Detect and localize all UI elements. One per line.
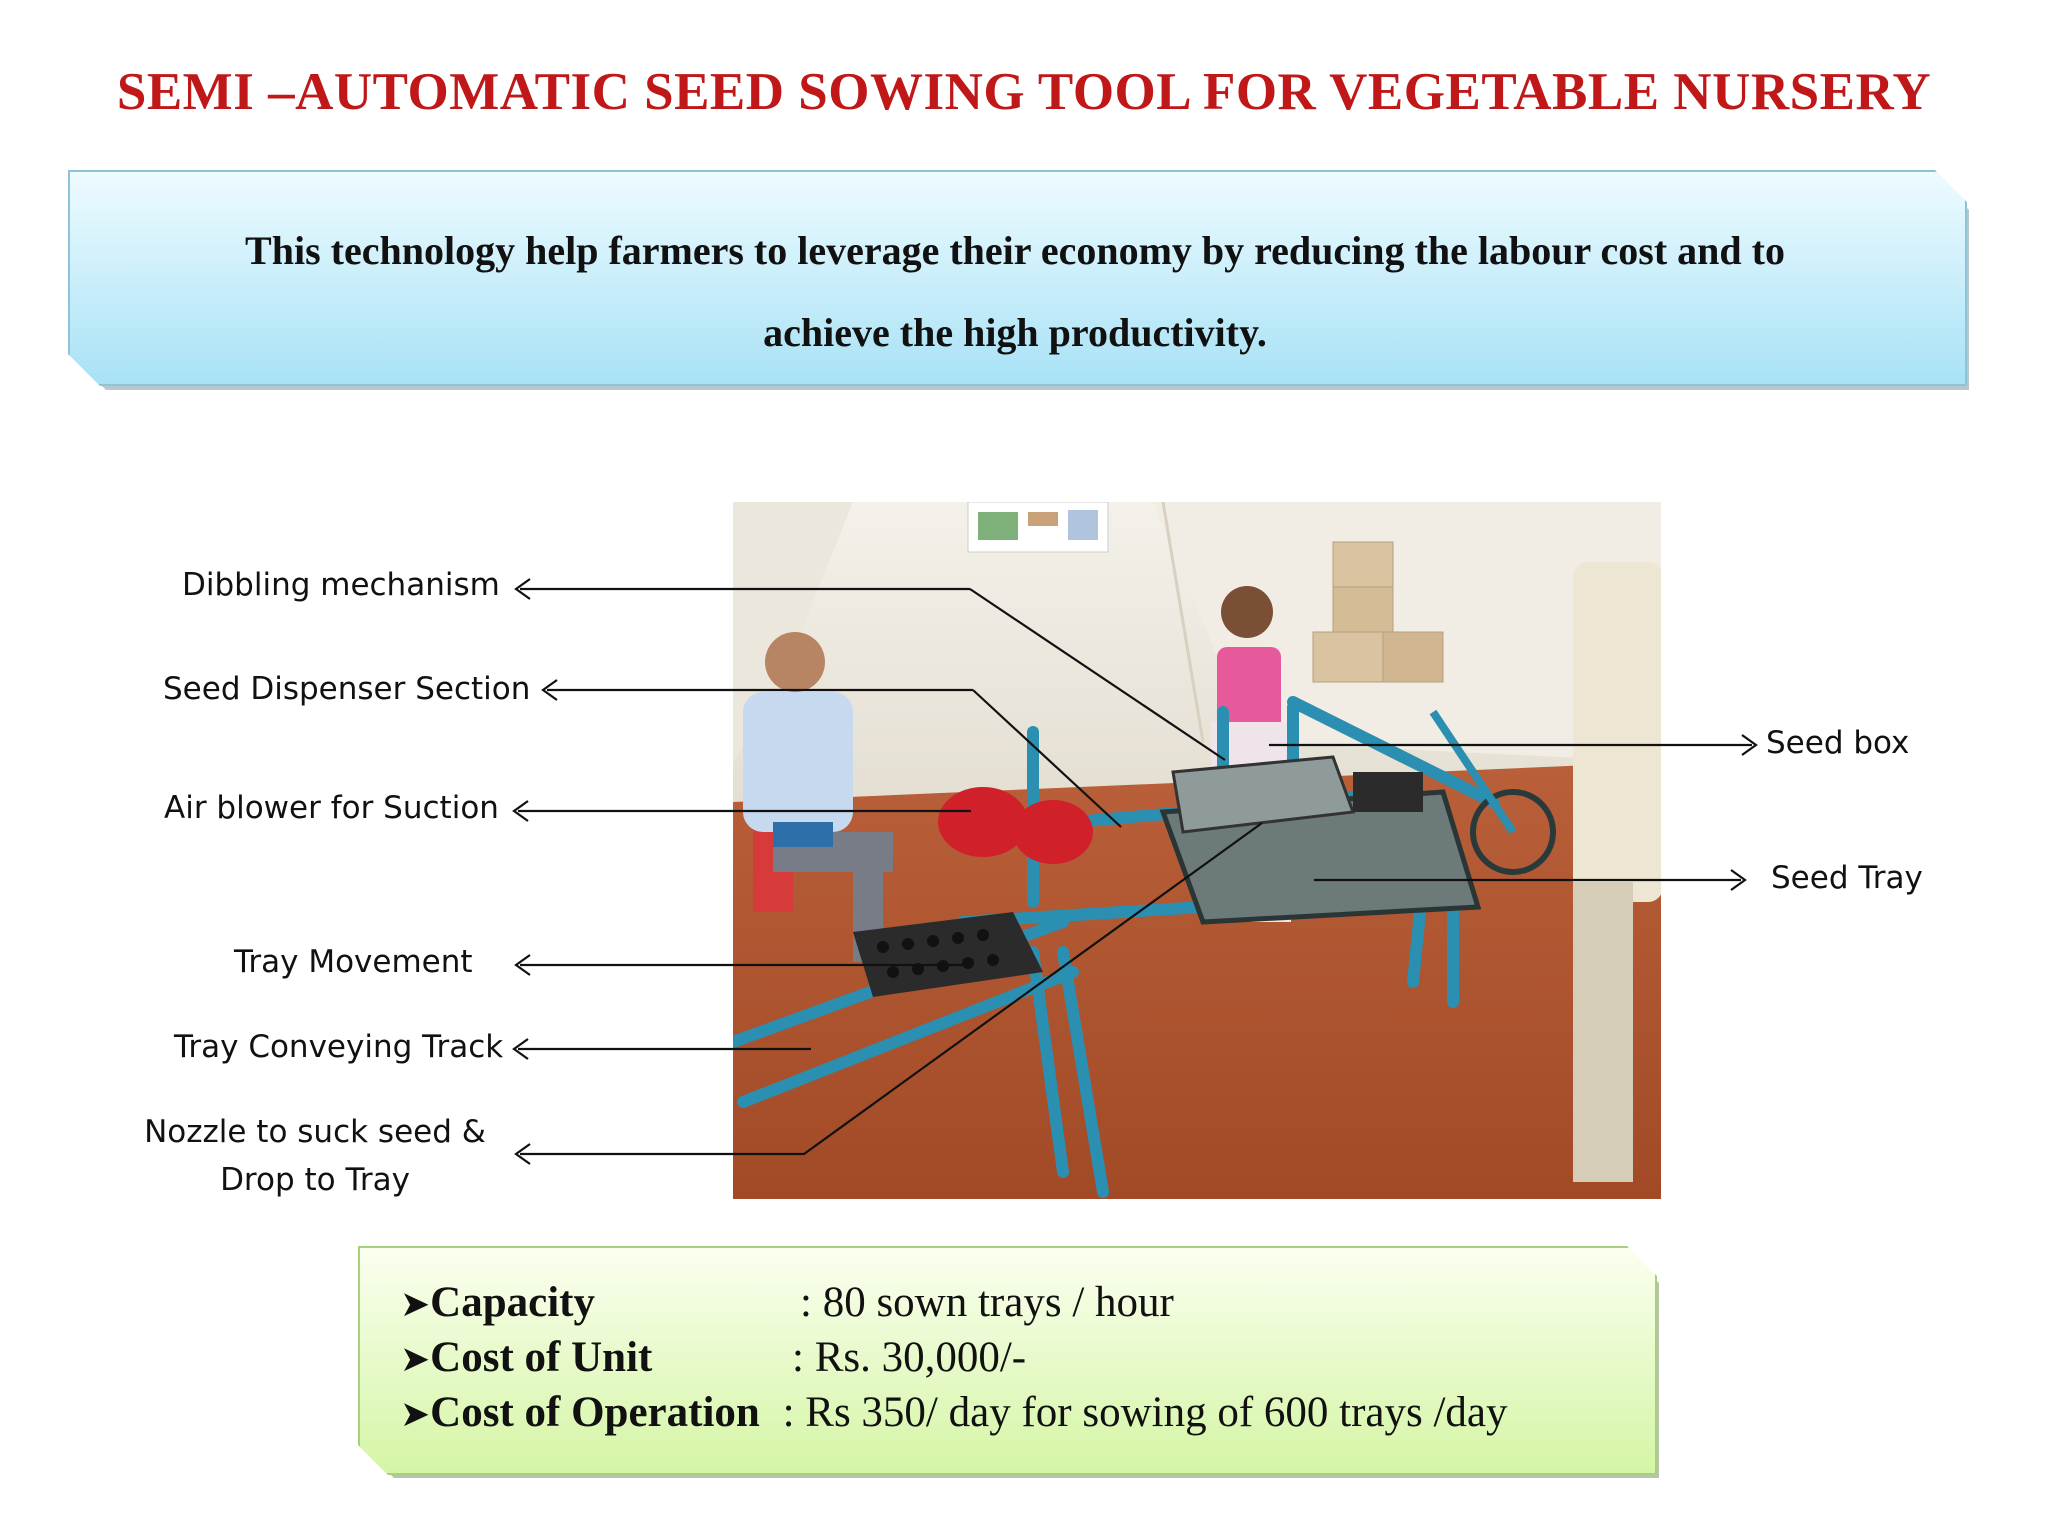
spec-cost-unit — [400, 1333, 1027, 1382]
spec-cost-unit-key: Cost of Unit — [430, 1334, 653, 1381]
machine-photo-illustration — [733, 502, 1661, 1199]
label-seed-box: Seed box — [1766, 725, 1910, 761]
label-seed-dispenser: Seed Dispenser Section — [163, 671, 531, 707]
label-dibbling-mechanism: Dibbling mechanism — [182, 567, 500, 603]
arrowhead-bullet-icon: ➤ — [400, 1339, 431, 1379]
spec-capacity-value: : 80 sown trays / hour — [800, 1279, 1174, 1326]
spec-cost-unit-value: : Rs. 30,000/- — [792, 1334, 1027, 1381]
label-air-blower: Air blower for Suction — [164, 790, 499, 826]
label-tray-movement: Tray Movement — [234, 944, 473, 980]
spec-capacity-key: Capacity — [430, 1279, 595, 1326]
page-title: SEMI –AUTOMATIC SEED SOWING TOOL FOR VEGETABLE NURSERY — [116, 63, 1932, 121]
spec-cost-operation-value: : Rs 350/ day for sowing of 600 trays /day — [782, 1389, 1508, 1436]
arrowhead-bullet-icon: ➤ — [400, 1284, 431, 1324]
intro-line-2: achieve the high productivity. — [763, 310, 1267, 355]
intro-text — [110, 210, 1920, 374]
spec-cost-operation — [400, 1388, 1508, 1437]
label-nozzle-line-1: Nozzle to suck seed & — [144, 1114, 486, 1150]
spec-capacity — [400, 1278, 1174, 1327]
intro-line-1: This technology help farmers to leverage their economy by reducing the labour cost and to — [245, 228, 1785, 273]
machine-photo — [733, 502, 1661, 1199]
label-seed-tray: Seed Tray — [1771, 860, 1923, 896]
label-nozzle — [120, 1108, 510, 1204]
arrowhead-bullet-icon: ➤ — [400, 1394, 431, 1434]
label-nozzle-line-2: Drop to Tray — [220, 1162, 410, 1198]
spec-cost-operation-key: Cost of Operation — [430, 1389, 760, 1436]
label-tray-conveying-track: Tray Conveying Track — [174, 1029, 504, 1065]
